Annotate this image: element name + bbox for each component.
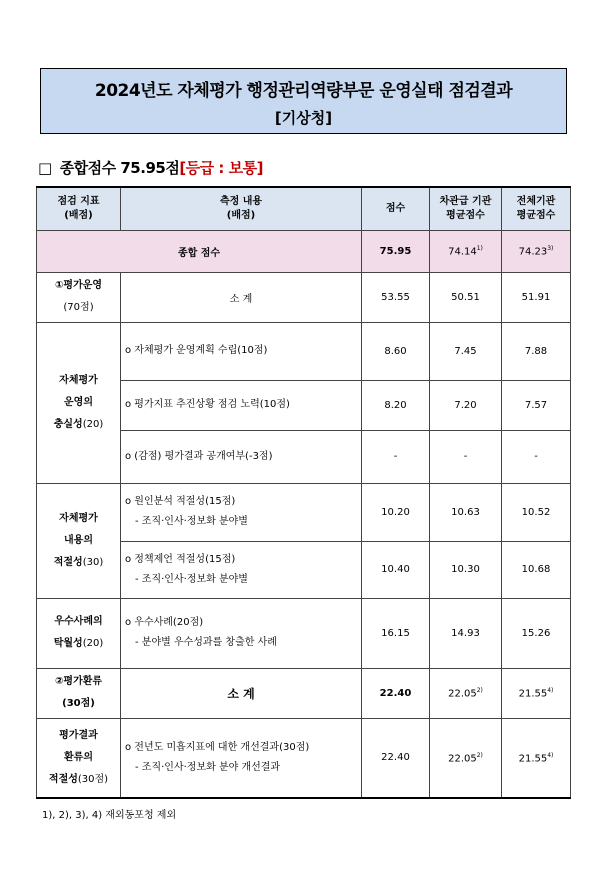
total-vice-average: 74.14$^{1)}$ (430, 230, 502, 272)
document-title: 2024년도 자체평가 행정관리역량부문 운영실태 점검결과 (94, 81, 513, 101)
header-score: 점수 (362, 187, 430, 230)
table-header-row (37, 187, 571, 230)
group4-label: 평가결과 환류의 적절성(30점) (37, 718, 121, 798)
grade-label: [등급 : 보통] (179, 159, 263, 177)
group1-label: 자체평가 운영의 충실성(20) (37, 322, 121, 483)
group3-label: 우수사례의 탁월성(20) (37, 598, 121, 668)
part2-vice-average: 22.05$^{2)}$ (430, 668, 502, 718)
footnote: 1), 2), 3), 4) 재외동포청 제외 (42, 810, 177, 821)
table-row: 우수사례의 탁월성(20) o 우수사례(20점) - 분야별 우수성과를 창출한 사례 16.15 14.93 15.26 (37, 598, 571, 668)
header-all-average: 전체기관 평균점수 (502, 187, 571, 230)
overall-score-heading (38, 157, 263, 178)
group1-item-2: o 평가지표 추진상황 점검 노력(10점) (121, 380, 362, 430)
group4-item: o 전년도 미흡지표에 대한 개선결과(30점) - 조직·인사·정보화 분야 개선결과 (121, 718, 362, 798)
title-box (40, 68, 567, 134)
table-row: o 평가지표 추진상황 점검 노력(10점) 8.20 7.20 7.57 (37, 380, 571, 430)
part1-subtotal-row (37, 272, 571, 322)
results-table (36, 186, 571, 799)
header-indicator: 점검 지표 (배점) (37, 187, 121, 230)
group2-item-1: o 원인분석 적절성(15점) - 조직·인사·정보화 분야별 (121, 483, 362, 541)
agency-name: [기상청] (274, 109, 333, 127)
part1-vice-average: 50.51 (430, 272, 502, 322)
overall-score-label: 종합점수 75.95점 (59, 159, 180, 177)
total-score-row (37, 230, 571, 272)
part1-subtotal-label: 소 계 (121, 272, 362, 322)
table-row: o 정책제언 적절성(15점) - 조직·인사·정보화 분야별 10.40 10.30 10.68 (37, 541, 571, 598)
part2-all-average: 21.55$^{4)}$ (502, 668, 571, 718)
header-vice-average: 차관급 기관 평균점수 (430, 187, 502, 230)
part2-score: 22.40 (362, 668, 430, 718)
group3-item: o 우수사례(20점) - 분야별 우수성과를 창출한 사례 (121, 598, 362, 668)
part2-subtotal-label: 소 계 (121, 668, 362, 718)
header-content: 측정 내용 (배점) (121, 187, 362, 230)
table-row: 자체평가 운영의 충실성(20) o 자체평가 운영계획 수립(10점) 8.60 7.45 7.88 (37, 322, 571, 380)
total-score: 75.95 (362, 230, 430, 272)
group2-item-2: o 정책제언 적절성(15점) - 조직·인사·정보화 분야별 (121, 541, 362, 598)
table-row: 자체평가 내용의 적절성(30) o 원인분석 적절성(15점) - 조직·인사·정보화 분야별 10.20 10.63 10.52 (37, 483, 571, 541)
group2-label: 자체평가 내용의 적절성(30) (37, 483, 121, 598)
part2-subtotal-row (37, 668, 571, 718)
table-row: o (감점) 평가결과 공개여부(-3점) - - - (37, 430, 571, 483)
part1-label: ①평가운영 (70점) (37, 272, 121, 322)
checkbox-square-icon: □ (38, 159, 52, 177)
group1-item-1: o 자체평가 운영계획 수립(10점) (121, 322, 362, 380)
total-all-average: 74.23$^{3)}$ (502, 230, 571, 272)
group1-item-3: o (감점) 평가결과 공개여부(-3점) (121, 430, 362, 483)
table-row: 평가결과 환류의 적절성(30점) o 전년도 미흡지표에 대한 개선결과(30점) - 조직·인사·정보화 분야 개선결과 22.40 22.05$^{2)}$ 21.55$^{4)}$ (37, 718, 571, 798)
total-label: 종합 점수 (37, 230, 362, 272)
part1-score: 53.55 (362, 272, 430, 322)
part1-all-average: 51.91 (502, 272, 571, 322)
part2-label: ②평가환류 (30점) (37, 668, 121, 718)
